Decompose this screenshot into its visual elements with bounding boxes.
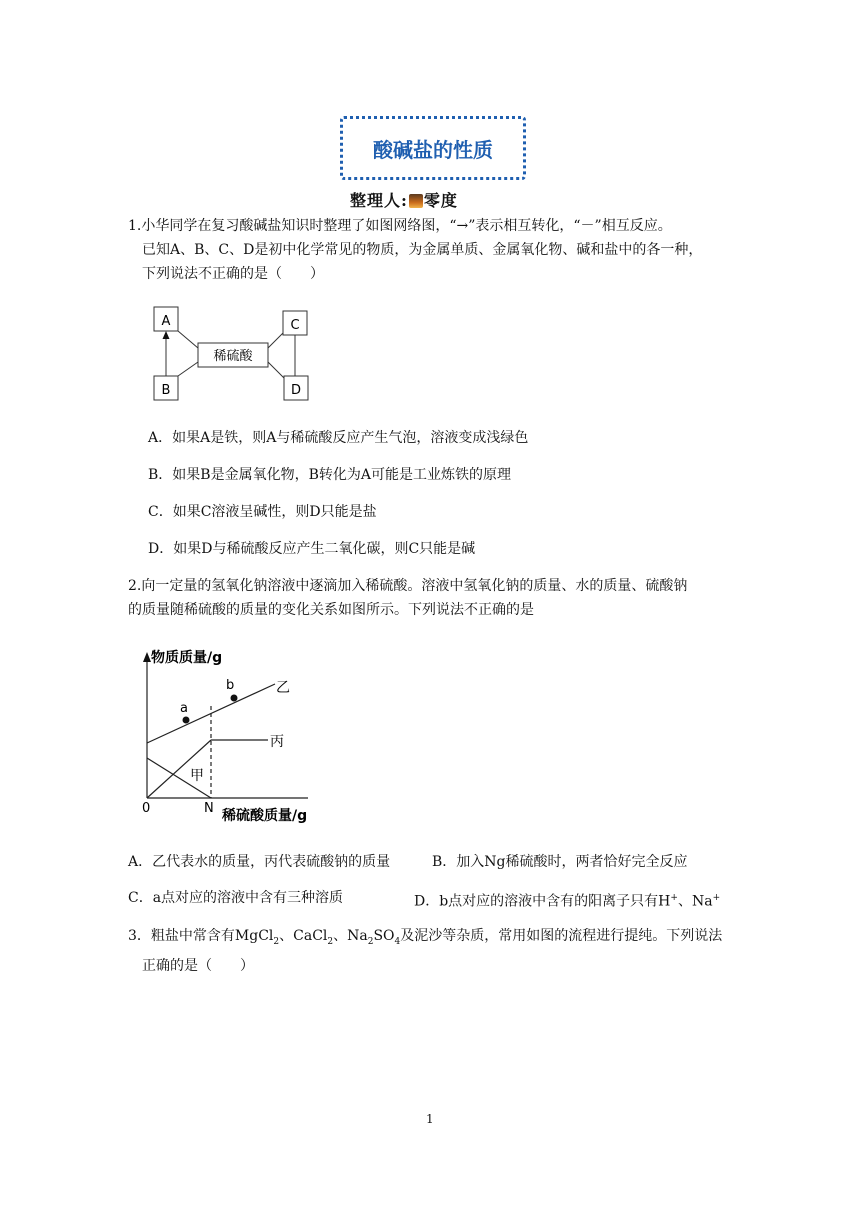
q1-network-diagram <box>150 300 320 410</box>
point-b-dot <box>231 695 238 702</box>
q1-line1: 1.小华同学在复习酸碱盐知识时整理了如图网络图，“→”表示相互转化，“－”相互反应。 <box>128 218 672 234</box>
q2-stem <box>128 574 738 622</box>
page-title-text: 酸碱盐的性质 <box>373 137 493 162</box>
q2-option-d-sep: 、Na <box>677 893 713 910</box>
x-axis-label: 稀硫酸质量/g <box>222 808 308 824</box>
q1-option-d: D．如果D与稀硫酸反应产生二氧化碳，则C只能是碱 <box>148 541 476 557</box>
q3-sub-1: 2 <box>273 936 280 947</box>
h-ion-charge: + <box>670 893 678 903</box>
point-a-label: a <box>180 701 188 716</box>
q3-sub-4: 4 <box>394 936 401 947</box>
origin-label: 0 <box>142 801 151 816</box>
curve-bing-label: 丙 <box>270 734 284 750</box>
label-d: D <box>290 383 302 398</box>
q3-text-3: 、Na <box>333 928 368 944</box>
y-axis-arrow-icon <box>143 652 151 662</box>
page-number: 1 <box>426 1112 434 1126</box>
q3-line2: 正确的是（ ） <box>142 957 254 974</box>
organizer-prefix: 整理人: <box>350 191 408 210</box>
q2-line2: 的质量随稀硫酸的质量的变化关系如图所示。下列说法不正确的是 <box>128 602 534 618</box>
organizer-name: 零度 <box>423 191 458 210</box>
label-a: A <box>161 314 171 329</box>
q2-option-d-text: D．b点对应的溶液中含有的阳离子只有H <box>414 893 671 910</box>
line-b-center <box>178 362 198 376</box>
curve-jia-label: 甲 <box>190 768 204 784</box>
q1-option-b: B．如果B是金属氧化物，B转化为A可能是工业炼铁的原理 <box>148 467 511 483</box>
q3-text-4: SO <box>373 928 395 944</box>
curve-yi-label: 乙 <box>276 680 290 696</box>
q1-line3: 下列说法不正确的是（ ） <box>142 266 324 282</box>
na-ion-charge: + <box>712 893 721 903</box>
q1-option-c: C．如果C溶液呈碱性，则D只能是盐 <box>148 504 377 520</box>
q3-sub-2: 2 <box>327 936 334 947</box>
line-d-center <box>268 362 284 378</box>
point-a-dot <box>183 717 190 724</box>
n-label: N <box>204 801 214 816</box>
q3-stem <box>128 924 738 978</box>
q2-option-c: C．a点对应的溶液中含有三种溶质 <box>128 890 344 906</box>
point-b-label: b <box>226 678 235 693</box>
organizer-badge-icon <box>409 194 423 208</box>
q3-text-1: 3．粗盐中常含有MgCl <box>128 928 274 944</box>
q1-line2: 已知A、B、C、D是初中化学常见的物质，为金属单质、金属氧化物、碱和盐中的各一种， <box>142 242 703 258</box>
q2-line1: 2.向一定量的氢氧化钠溶液中逐滴加入稀硫酸。溶液中氢氧化钠的质量、水的质量、硫酸钠 <box>128 578 688 594</box>
q2-mass-graph <box>130 640 330 830</box>
q2-option-b: B．加入Ng稀硫酸时，两者恰好完全反应 <box>432 854 688 870</box>
q1-option-a: A．如果A是铁，则A与稀硫酸反应产生气泡，溶液变成浅绿色 <box>148 430 529 446</box>
q1-stem <box>128 214 738 286</box>
y-axis-label: 物质质量/g <box>151 650 223 666</box>
q2-option-d <box>414 888 720 912</box>
label-b: B <box>161 383 171 398</box>
line-a-center <box>178 331 198 348</box>
q3-text-2: 、CaCl <box>279 928 328 944</box>
page-title <box>340 116 526 180</box>
q3-line1 <box>128 924 738 954</box>
q3-text-5: 及泥沙等杂质，常用如图的流程进行提纯。下列说法 <box>400 928 723 944</box>
organizer-line <box>350 188 458 211</box>
q3-sub-3: 2 <box>367 936 374 947</box>
arrow-head-icon <box>163 331 170 339</box>
label-c: C <box>290 318 300 333</box>
line-c-center <box>268 333 283 348</box>
q2-option-a: A．乙代表水的质量，丙代表硫酸钠的质量 <box>128 854 391 870</box>
label-center: 稀硫酸 <box>213 349 253 364</box>
